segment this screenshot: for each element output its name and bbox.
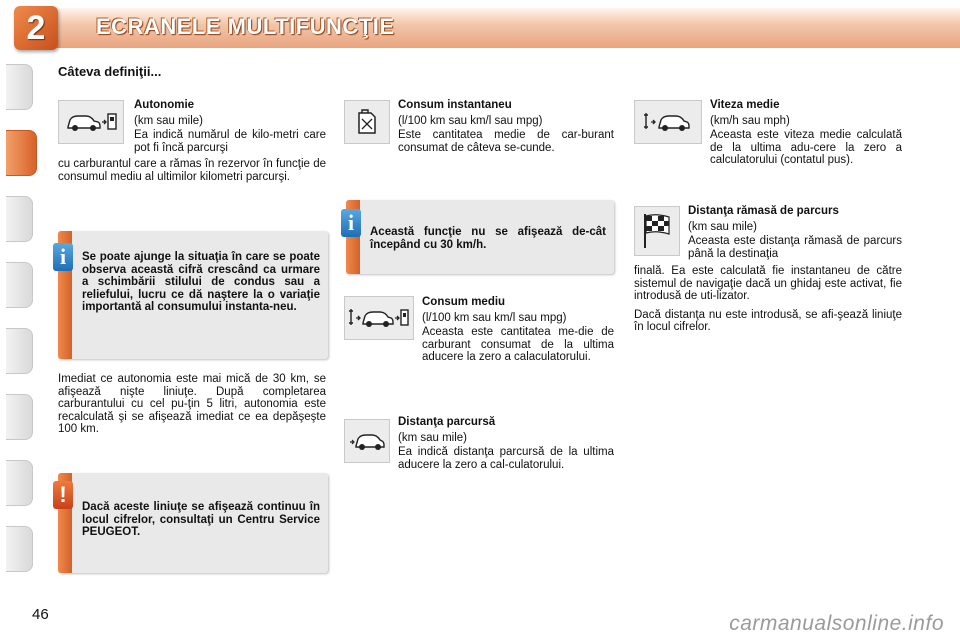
distanta-ramasa-block: [688, 205, 902, 260]
car-fuel-average-icon: [344, 296, 414, 340]
consum-mediu-block: [422, 296, 614, 364]
info-note-middle-text: Această funcţie nu se afişează de-cât începând cu 30 km/h.: [370, 226, 606, 251]
chapter-tab-6[interactable]: [6, 394, 33, 440]
chapter-tab-1[interactable]: [6, 64, 33, 110]
distanta-parcursa-text: Ea indică distanţa parcursă de la ultima aducere la zero a cal-culatorului.: [398, 446, 614, 471]
car-average-speed-icon: [634, 100, 702, 144]
distanta-parcursa-block: [398, 416, 614, 471]
fuel-can-icon: [344, 100, 390, 144]
autonomie-text-a: Ea indică numărul de kilo-metri care pot fi încă parcurşi: [134, 129, 326, 154]
consum-mediu-title: Consum mediu: [422, 296, 506, 308]
body-text: Imediat ce autonomia este mai mică de 30 km, se afişează nişte liniuţe. După completarea carburantului cu cel pu-ţin 5 litri, autonomia este recalculată şi se afişează imediat ce ea depăşeşte 100 km.: [58, 373, 326, 435]
info-note-middle: [346, 200, 614, 274]
warning-icon: !: [53, 481, 73, 509]
autonomie-title: Autonomie: [134, 99, 195, 111]
viteza-medie-title: Viteza medie: [710, 99, 780, 111]
chapter-title: ECRANELE MULTIFUNCŢIE: [96, 14, 395, 39]
consum-instantaneu-block: [398, 99, 614, 154]
car-fuel-pump-icon: [58, 100, 124, 144]
section-heading: Câteva definiţii...: [58, 64, 162, 79]
chapter-tab-4[interactable]: [6, 262, 33, 308]
autonomie-block: [134, 99, 326, 154]
viteza-medie-text: Aceasta este viteza medie calculată de la ultima adu-cere la zero a calculatorului (contatul pus).: [710, 129, 902, 166]
autonomie-continued: [58, 158, 326, 183]
watermark: carmanualsonline.info: [729, 612, 944, 635]
distanta-parcursa-unit: (km sau mile): [398, 432, 468, 444]
consum-mediu-unit: (l/100 km sau km/l sau mpg): [422, 312, 567, 324]
info-icon: i: [53, 243, 73, 271]
distanta-ramasa-continued: [634, 265, 902, 334]
distanta-parcursa-title: Distanţa parcursă: [398, 416, 496, 428]
distanta-ramasa-text-b: finală. Ea este calculată fie instantaneu de către sistemul de navigaţie dacă un ghidaj este activat, fie introdusă de uti-lizator.: [634, 265, 902, 302]
autonomie-unit: (km sau mile): [134, 115, 204, 127]
warning-note-text: Dacă aceste liniuţe se afişează continuu în locul cifrelor, consultaţi un Centru Service PEUGEOT.: [82, 501, 320, 538]
distanta-ramasa-text-c: Dacă distanţa nu este introdusă, se afi-şează liniuţe în locul cifrelor.: [634, 308, 902, 333]
info-icon: i: [341, 209, 361, 237]
chapter-tabs: [0, 64, 36, 584]
chapter-tab-3[interactable]: [6, 196, 33, 242]
checkered-flag-icon: [634, 206, 680, 256]
page-header: [0, 0, 960, 52]
consum-mediu-text: Aceasta este cantitatea me-die de carburant consumat de la ultima aducere la zero a calaculatorului.: [422, 326, 614, 363]
viteza-medie-unit: (km/h sau mph): [710, 115, 790, 127]
chapter-tab-5[interactable]: [6, 328, 33, 374]
distanta-ramasa-title: Distanţa rămasă de parcurs: [688, 205, 839, 217]
page-number: 46: [32, 606, 49, 623]
chapter-tab-2-active[interactable]: [6, 130, 37, 176]
chapter-number-badge: 2: [14, 6, 58, 50]
chapter-tab-7[interactable]: [6, 460, 33, 506]
viteza-medie-block: [710, 99, 902, 167]
consum-instantaneu-title: Consum instantaneu: [398, 99, 512, 111]
autonomie-dashes-paragraph: [58, 373, 326, 436]
distanta-ramasa-unit: (km sau mile): [688, 221, 758, 233]
info-note-left-text: Se poate ajunge la situaţia în care se poate observa această cifră crescând ca urmare a schimbării stilului de condus sau a reliefului, lucru ce dă naştere la o variaţie importantă al consumului instanta-neu.: [82, 251, 320, 313]
info-note-left: [58, 231, 328, 359]
warning-note: [58, 473, 328, 573]
consum-instantaneu-unit: (l/100 km sau km/l sau mpg): [398, 115, 543, 127]
distanta-ramasa-text-a: Aceasta este distanţa rămasă de parcurs până la destinaţia: [688, 235, 902, 260]
consum-instantaneu-text: Este cantitatea medie de car-burant consumat de câteva se-cunde.: [398, 129, 614, 154]
car-distance-icon: [344, 419, 390, 463]
chapter-tab-8[interactable]: [6, 526, 33, 572]
autonomie-text-b: cu carburantul care a rămas în rezervor în funcţie de consumul mediu al ultimilor kilometri parcurşi.: [58, 158, 326, 183]
